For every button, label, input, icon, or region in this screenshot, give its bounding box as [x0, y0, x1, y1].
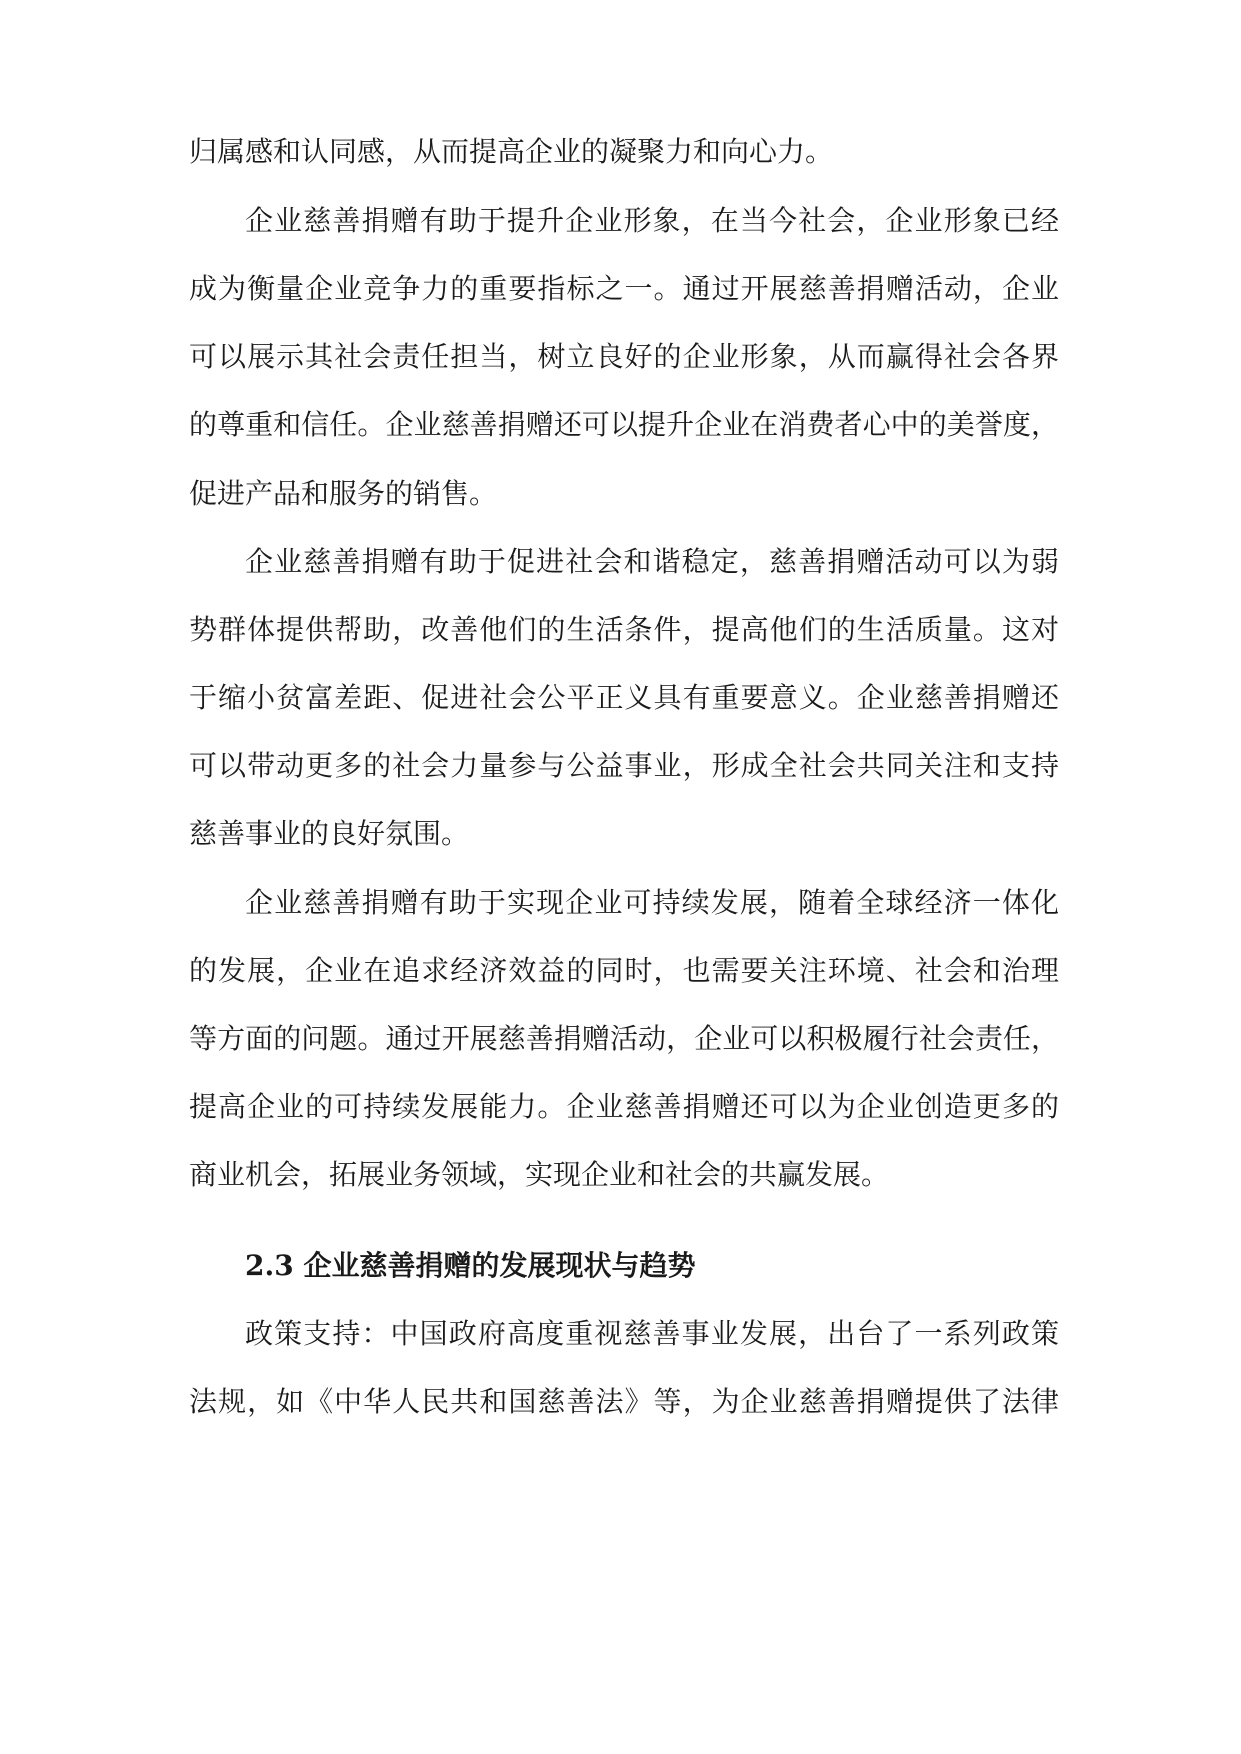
paragraph-line: 可以带动更多的社会力量参与公益事业，形成全社会共同关注和支持	[189, 749, 1059, 782]
paragraph-line: 企业慈善捐赠有助于实现企业可持续发展，随着全球经济一体化	[245, 886, 1059, 919]
paragraph-line: 势群体提供帮助，改善他们的生活条件，提高他们的生活质量。这对	[189, 613, 1059, 646]
paragraph-line: 商业机会，拓展业务领域，实现企业和社会的共赢发展。	[189, 1158, 890, 1191]
paragraph-line: 企业慈善捐赠有助于促进社会和谐稳定，慈善捐赠活动可以为弱	[245, 545, 1059, 578]
paragraph-line: 成为衡量企业竞争力的重要指标之一。通过开展慈善捐赠活动，企业	[189, 272, 1059, 305]
paragraph-line: 的发展，企业在追求经济效益的同时，也需要关注环境、社会和治理	[189, 954, 1059, 987]
paragraph-line: 法规，如《中华人民共和国慈善法》等，为企业慈善捐赠提供了法律	[189, 1385, 1059, 1418]
paragraph-line: 归属感和认同感，从而提高企业的凝聚力和向心力。	[189, 135, 834, 168]
paragraph-line: 政策支持：中国政府高度重视慈善事业发展，出台了一系列政策	[245, 1317, 1059, 1350]
paragraph-line: 于缩小贫富差距、促进社会公平正义具有重要意义。企业慈善捐赠还	[189, 681, 1059, 714]
paragraph-line: 促进产品和服务的销售。	[189, 477, 498, 510]
paragraph-line: 慈善事业的良好氛围。	[189, 817, 470, 850]
section-heading: 2.3 企业慈善捐赠的发展现状与趋势	[245, 1249, 696, 1282]
paragraph-line: 的尊重和信任。企业慈善捐赠还可以提升企业在消费者心中的美誉度，	[189, 408, 1059, 441]
paragraph-line: 提高企业的可持续发展能力。企业慈善捐赠还可以为企业创造更多的	[189, 1090, 1059, 1123]
paragraph-line: 企业慈善捐赠有助于提升企业形象，在当今社会，企业形象已经	[245, 204, 1059, 237]
paragraph-line: 等方面的问题。通过开展慈善捐赠活动，企业可以积极履行社会责任，	[189, 1022, 1059, 1055]
paragraph-line: 可以展示其社会责任担当，树立良好的企业形象，从而赢得社会各界	[189, 340, 1059, 373]
